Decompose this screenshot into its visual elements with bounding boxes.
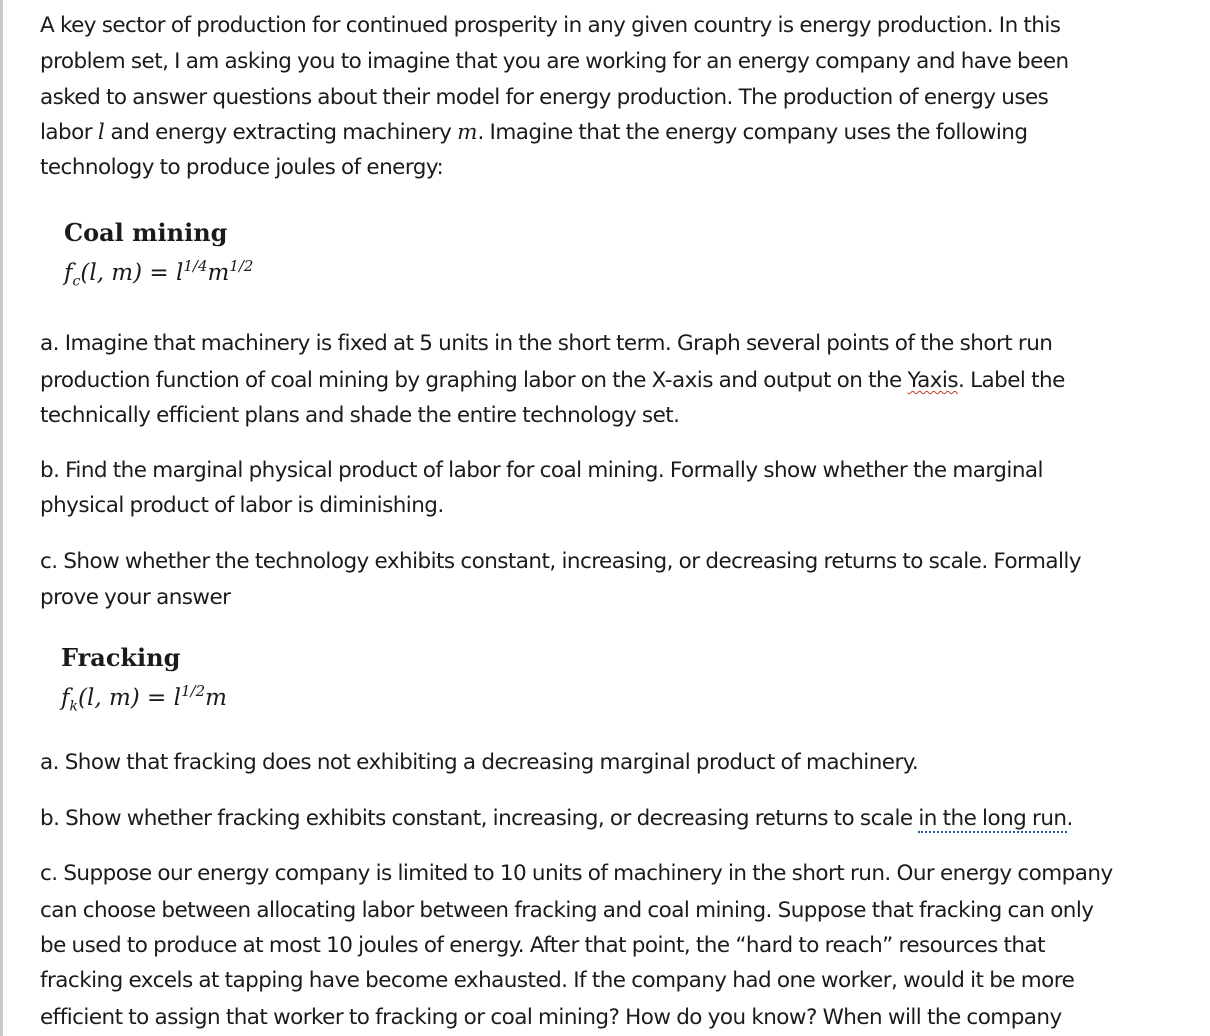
formula-subscript: k (69, 698, 78, 715)
formula-exponent: 1/2 (229, 257, 254, 275)
coal-qc-line-1: c. Show whether the technology exhibits constant, increasing, or decreasing returns to scale. Formally (40, 549, 1082, 574)
formula-args: (l, m) = l (78, 685, 181, 711)
fracking-qb-line-1 (40, 802, 1073, 836)
spelling-flag[interactable]: Yaxis (907, 368, 959, 393)
intro-text: . Imagine that the energy company uses the following (477, 120, 1028, 145)
intro-line-1: A key sector of production for continued prosperity in any given country is energy production. In this (40, 13, 1061, 38)
formula-exponent: 1/2 (180, 682, 206, 700)
fracking-qc-line-2: can choose between allocating labor between fracking and coal mining. Suppose that fracking can only (40, 898, 1094, 923)
formula-exponent: 1/4 (183, 257, 208, 275)
formula-m: m (205, 685, 227, 711)
fracking-qc-line-4: fracking excels at tapping have become exhausted. If the company had one worker, would it be more (40, 968, 1075, 993)
intro-line-3: asked to answer questions about their model for energy production. The production of energy uses (40, 85, 1049, 110)
intro-line-4 (40, 116, 1027, 150)
intro-line-2: problem set, I am asking you to imagine that you are working for an energy company and have been (40, 49, 1069, 74)
intro-line-5: technology to produce joules of energy: (40, 155, 444, 180)
formula-m: m (207, 260, 230, 286)
qa-text: . Label the (958, 368, 1065, 393)
intro-text: labor (40, 120, 98, 145)
fracking-qc-line-5: efficient to assign that worker to fracking or coal mining? How do you know? When will the company (40, 1005, 1062, 1030)
coal-formula (64, 249, 253, 299)
grammar-flag[interactable]: in the long run (918, 806, 1067, 831)
fracking-qc-line-1: c. Suppose our energy company is limited to 10 units of machinery in the short run. Our energy company (40, 861, 1113, 886)
coal-qb-line-1: b. Find the marginal physical product of labor for coal mining. Formally show whether the marginal (40, 458, 1043, 483)
qb-text: . (1066, 806, 1073, 831)
fracking-title: Fracking (61, 643, 181, 672)
coal-qa-line-3: technically efficient plans and shade the entire technology set. (40, 403, 680, 428)
left-border (0, 0, 3, 1036)
intro-text: and energy extracting machinery (104, 120, 458, 145)
formula-subscript: c (72, 273, 81, 290)
coal-qc-line-2: prove your answer (40, 585, 231, 610)
fracking-formula (61, 674, 227, 724)
fracking-qc-line-3: be used to produce at most 10 joules of energy. After that point, the “hard to reach” resources that (40, 933, 1046, 958)
var-m: m (457, 120, 478, 145)
qa-text: production function of coal mining by graphing labor on the X-axis and output on the (40, 368, 908, 393)
qb-text: b. Show whether fracking exhibits constant, increasing, or decreasing returns to scale (40, 806, 919, 831)
coal-qa-line-1: a. Imagine that machinery is fixed at 5 units in the short term. Graph several points of the short run (40, 331, 1053, 356)
formula-f: f (64, 260, 73, 286)
coal-qb-line-2: physical product of labor is diminishing. (40, 493, 444, 518)
formula-f: f (61, 685, 70, 711)
var-l: l (97, 120, 105, 145)
coal-qa-line-2 (40, 364, 1065, 398)
fracking-qa-line-1: a. Show that fracking does not exhibiting a decreasing marginal product of machinery. (40, 750, 919, 775)
coal-title: Coal mining (64, 218, 228, 247)
formula-args: (l, m) = l (80, 260, 184, 286)
